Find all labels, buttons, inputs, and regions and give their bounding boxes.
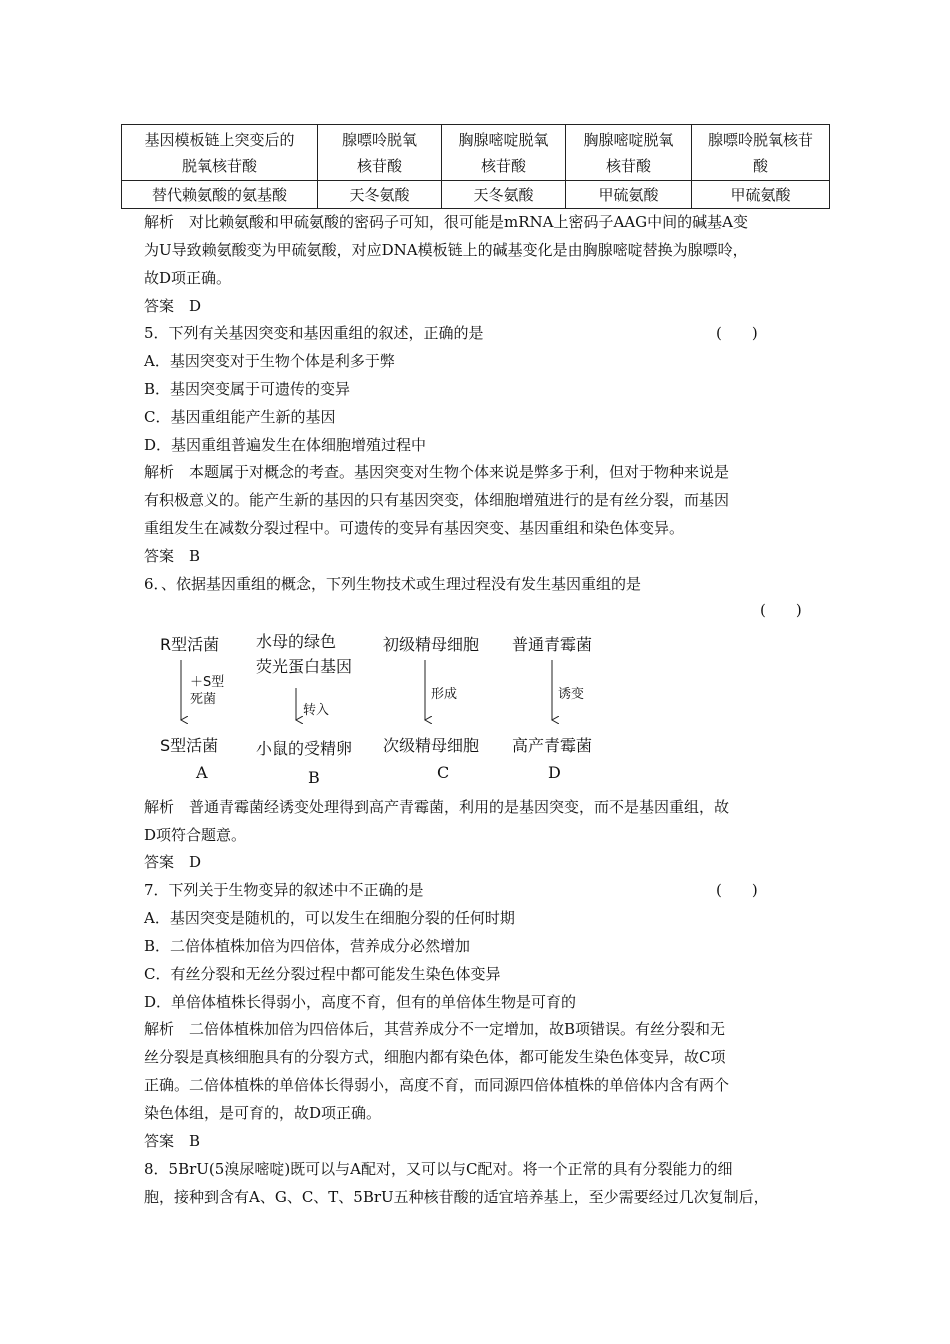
table-row (122, 181, 830, 209)
q5-option-a: A．基因突变对于生物个体是利多于弊 (144, 352, 395, 370)
fig-a-top: R型活菌 (160, 635, 220, 654)
q5-analysis-line: 解析 本题属于对概念的考查。基因突变对生物个体来说是弊多于利，但对于物种来说是 (144, 463, 730, 481)
table-cell: 胸腺嘧啶脱氧 核苷酸 (442, 125, 566, 181)
table-cell: 天冬氨酸 (318, 181, 442, 209)
q4-answer: 答案 D (144, 297, 202, 315)
fig-d-arrow-label: 诱变 (558, 687, 585, 702)
table-cell: 甲硫氨酸 (692, 181, 830, 209)
mutation-table (121, 124, 830, 209)
q7-analysis-line: 染色体组，是可育的，故D项正确。 (144, 1104, 382, 1122)
q5-option-c: C．基因重组能产生新的基因 (144, 408, 336, 426)
fig-b-bottom: 小鼠的受精卵 (256, 739, 353, 758)
q7-option-c: C．有丝分裂和无丝分裂过程中都可能发生染色体变异 (144, 965, 501, 983)
q5-bracket: ( ) (716, 324, 758, 342)
q4-analysis-line: 解析 对比赖氨酸和甲硫氨酸的密码子可知，很可能是mRNA上密码子AAG中间的碱基A变 (144, 213, 748, 231)
q5-analysis-line: 重组发生在减数分裂过程中。可遗传的变异有基因突变、基因重组和染色体变异。 (144, 519, 685, 537)
fig-c-bottom: 次级精母细胞 (383, 736, 480, 755)
table-row (122, 125, 830, 181)
q5-option-d: D．基因重组普遍发生在体细胞增殖过程中 (144, 436, 427, 454)
fig-b-arrow-label: 转入 (303, 703, 330, 718)
q5-option-b: B．基因突变属于可遗传的变异 (144, 380, 351, 398)
q6-analysis-line: D项符合题意。 (144, 826, 247, 844)
table-cell: 基因模板链上突变后的 脱氧核苷酸 (122, 125, 318, 181)
table-cell: 天冬氨酸 (442, 181, 566, 209)
q7-option-d: D．单倍体植株长得弱小，高度不育，但有的单倍体生物是可育的 (144, 993, 577, 1011)
q6-analysis-line: 解析 普通青霉菌经诱变处理得到高产青霉菌，利用的是基因突变，而不是基因重组，故 (144, 798, 730, 816)
fig-c-letter: C (437, 763, 450, 782)
q6-figure (150, 620, 630, 795)
q5-answer: 答案 B (144, 547, 201, 565)
q7-analysis-line: 解析 二倍体植株加倍为四倍体后，其营养成分不一定增加，故B项错误。有丝分裂和无 (144, 1020, 726, 1038)
q7-option-a: A．基因突变是随机的，可以发生在细胞分裂的任何时期 (144, 909, 515, 927)
q4-analysis-line: 为U导致赖氨酸变为甲硫氨酸，对应DNA模板链上的碱基变化是由胸腺嘧啶替换为腺嘌呤， (144, 241, 748, 259)
q5-analysis-line: 有积极意义的。能产生新的基因的只有基因突变，体细胞增殖进行的是有丝分裂，而基因 (144, 491, 730, 509)
q8-stem-line: 胞，接种到含有A、G、C、T、5BrU五种核苷酸的适宜培养基上，至少需要经过几次复制后， (144, 1188, 769, 1206)
q6-bracket: ( ) (760, 601, 802, 619)
fig-b-top: 水母的绿色 荧光蛋白基因 (256, 632, 353, 676)
q7-option-b: B．二倍体植株加倍为四倍体，营养成分必然增加 (144, 937, 471, 955)
table-cell: 甲硫氨酸 (566, 181, 692, 209)
fig-d-bottom: 高产青霉菌 (512, 736, 593, 755)
q7-analysis-line: 丝分裂是真核细胞具有的分裂方式，细胞内都有染色体，都可能发生染色体变异，故C项 (144, 1048, 726, 1066)
table-cell: 腺嘌呤脱氧 核苷酸 (318, 125, 442, 181)
table-cell: 替代赖氨酸的氨基酸 (122, 181, 318, 209)
q8-stem-line: 8．5BrU(5溴尿嘧啶)既可以与A配对，又可以与C配对。将一个正常的具有分裂能力的细 (144, 1160, 733, 1178)
q6-stem: 6．、依据基因重组的概念，下列生物技术或生理过程没有发生基因重组的是 (144, 575, 642, 593)
fig-d-letter: D (548, 763, 561, 782)
table-cell: 腺嘌呤脱氧核苷 酸 (692, 125, 830, 181)
q6-answer: 答案 D (144, 853, 202, 871)
table-cell: 胸腺嘧啶脱氧 核苷酸 (566, 125, 692, 181)
q7-bracket: ( ) (716, 881, 758, 899)
q7-analysis-line: 正确。二倍体植株的单倍体长得弱小，高度不育，而同源四倍体植株的单倍体内含有两个 (144, 1076, 730, 1094)
fig-d-top: 普通青霉菌 (512, 635, 593, 654)
fig-a-letter: A (196, 763, 208, 782)
fig-b-letter: B (308, 768, 320, 787)
fig-c-arrow-label: 形成 (431, 687, 458, 702)
fig-c-top: 初级精母细胞 (383, 635, 480, 654)
q7-answer: 答案 B (144, 1132, 201, 1150)
q7-stem: 7．下列关于生物变异的叙述中不正确的是 (144, 881, 424, 899)
q5-stem: 5．下列有关基因突变和基因重组的叙述，正确的是 (144, 324, 484, 342)
fig-a-arrow-label: ＋S型 死菌 (190, 675, 225, 707)
fig-a-bottom: S型活菌 (160, 736, 219, 755)
q4-analysis-line: 故D项正确。 (144, 269, 232, 287)
